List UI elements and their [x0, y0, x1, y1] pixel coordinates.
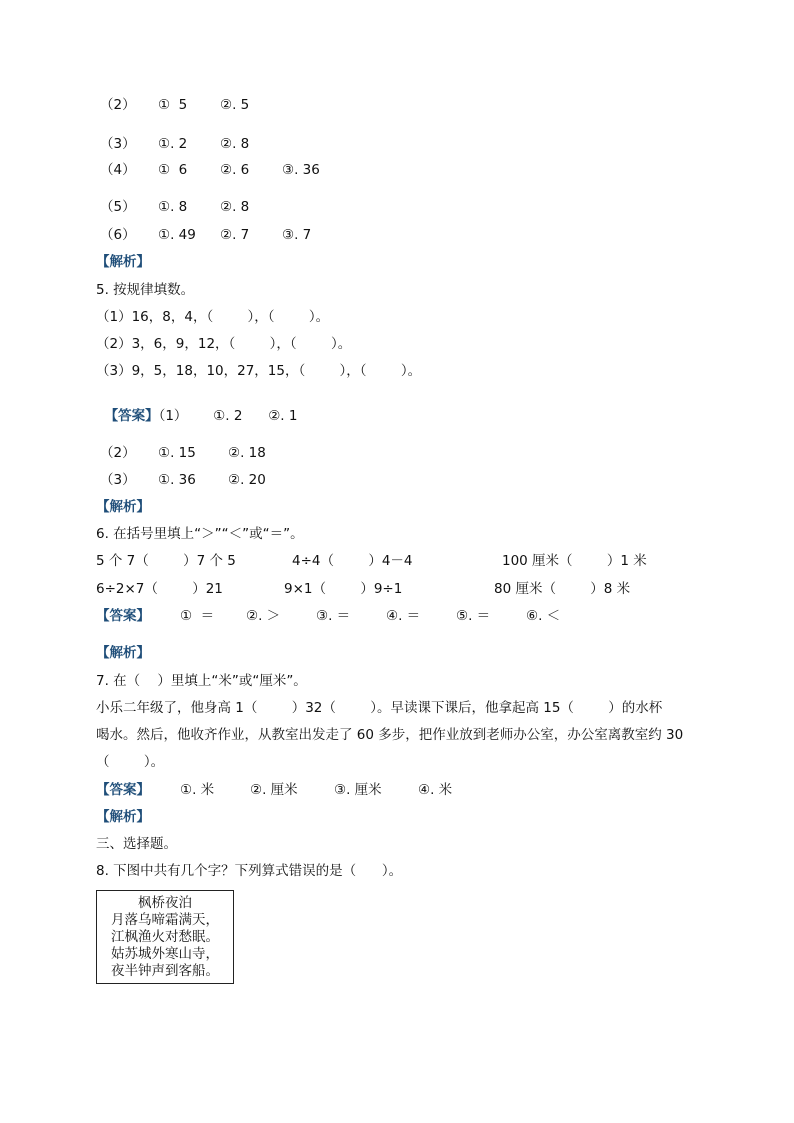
analysis-tag: 【解析】: [96, 499, 150, 515]
comparison-item: 100 厘米（ ）1 米: [502, 553, 647, 569]
answer-value: ① ＝: [180, 608, 215, 624]
question-title: 8. 下图中共有几个字？下列算式错误的是（ ）。: [96, 863, 403, 879]
question-item: （1）16，8，4，（ ），（ ）。: [96, 309, 330, 325]
answer-value: ②. 7: [220, 227, 250, 243]
poem-line: 月落乌啼霜满天，: [111, 912, 219, 928]
answer-number: （2）: [100, 97, 136, 113]
answer-number: （5）: [100, 199, 136, 215]
answer-line: [96, 389, 297, 425]
answer-number: （4）: [100, 162, 136, 178]
poem-box: [96, 890, 234, 984]
answer-number: （3）: [100, 472, 136, 488]
question-paragraph: （ ）。: [96, 754, 165, 770]
answer-value: ③. ＝: [316, 608, 351, 624]
answer-value: ① 6: [158, 162, 188, 178]
analysis-tag: 【解析】: [96, 809, 150, 825]
question-title: 7. 在（ ）里填上“米”或“厘米”。: [96, 673, 307, 689]
comparison-item: 4÷4（ ）4－4: [292, 553, 413, 569]
answer-value: ②. 5: [220, 97, 250, 113]
answer-value: ① 5: [158, 97, 188, 113]
poem-title: 枫桥夜泊: [138, 895, 192, 911]
answer-value: ⑥. ＜: [526, 608, 561, 624]
comparison-item: 9×1（ ）9÷1: [284, 581, 403, 597]
section-heading: 三、选择题。: [96, 836, 177, 852]
question-title: 6. 在括号里填上“＞”“＜”或“＝”。: [96, 526, 304, 542]
answer-value: ④. 米: [418, 782, 453, 798]
answer-value: ④. ＝: [386, 608, 421, 624]
poem-line: 夜半钟声到客船。: [111, 963, 219, 979]
answer-number: （6）: [100, 227, 136, 243]
answer-value: ③. 7: [282, 227, 312, 243]
answer-value: ③. 36: [282, 162, 320, 178]
answer-value: ①. 36: [158, 472, 196, 488]
answer-value: ①. 49: [158, 227, 196, 243]
question-title: 5. 按规律填数。: [96, 282, 195, 298]
poem-line: 江枫渔火对愁眠。: [111, 929, 219, 945]
answer-number: （2）: [100, 445, 136, 461]
comparison-item: 6÷2×7（ ）21: [96, 581, 223, 597]
answer-tag: 【答案】: [96, 782, 150, 798]
answer-value: ⑤. ＝: [456, 608, 491, 624]
analysis-tag: 【解析】: [96, 254, 150, 270]
question-paragraph: 喝水。然后，他收齐作业，从教室出发走了 60 多步，把作业放到老师办公室，办公室离教室约 30: [96, 727, 684, 743]
answer-value: ①. 8: [158, 199, 188, 215]
answer-value: ②. 8: [220, 199, 250, 215]
answer-text: （1） ①. 2 ②. 1: [158, 408, 298, 424]
answer-value: ③. 厘米: [334, 782, 382, 798]
answer-tag: 【答案】: [96, 608, 150, 624]
comparison-item: 80 厘米（ ）8 米: [494, 581, 631, 597]
question-item: （3）9，5，18，10，27，15，（ ），（ ）。: [96, 363, 422, 379]
answer-value: ②. ＞: [246, 608, 281, 624]
answer-value: ①. 15: [158, 445, 196, 461]
answer-value: ②. 6: [220, 162, 250, 178]
question-item: （2）3，6，9，12，（ ），（ ）。: [96, 336, 352, 352]
question-paragraph: 小乐二年级了，他身高 1（ ）32（ ）。早读课下课后，他拿起高 15（ ）的水杯: [96, 700, 663, 716]
answer-value: ①. 米: [180, 782, 215, 798]
answer-value: ②. 8: [220, 136, 250, 152]
answer-tag: 【答案】: [104, 408, 159, 424]
answer-number: （3）: [100, 136, 136, 152]
answer-value: ②. 厘米: [250, 782, 298, 798]
answer-value: ②. 20: [228, 472, 266, 488]
answer-value: ①. 2: [158, 136, 188, 152]
comparison-item: 5 个 7（ ）7 个 5: [96, 553, 236, 569]
answer-value: ②. 18: [228, 445, 266, 461]
analysis-tag: 【解析】: [96, 645, 150, 661]
poem-line: 姑苏城外寒山寺，: [111, 946, 219, 962]
